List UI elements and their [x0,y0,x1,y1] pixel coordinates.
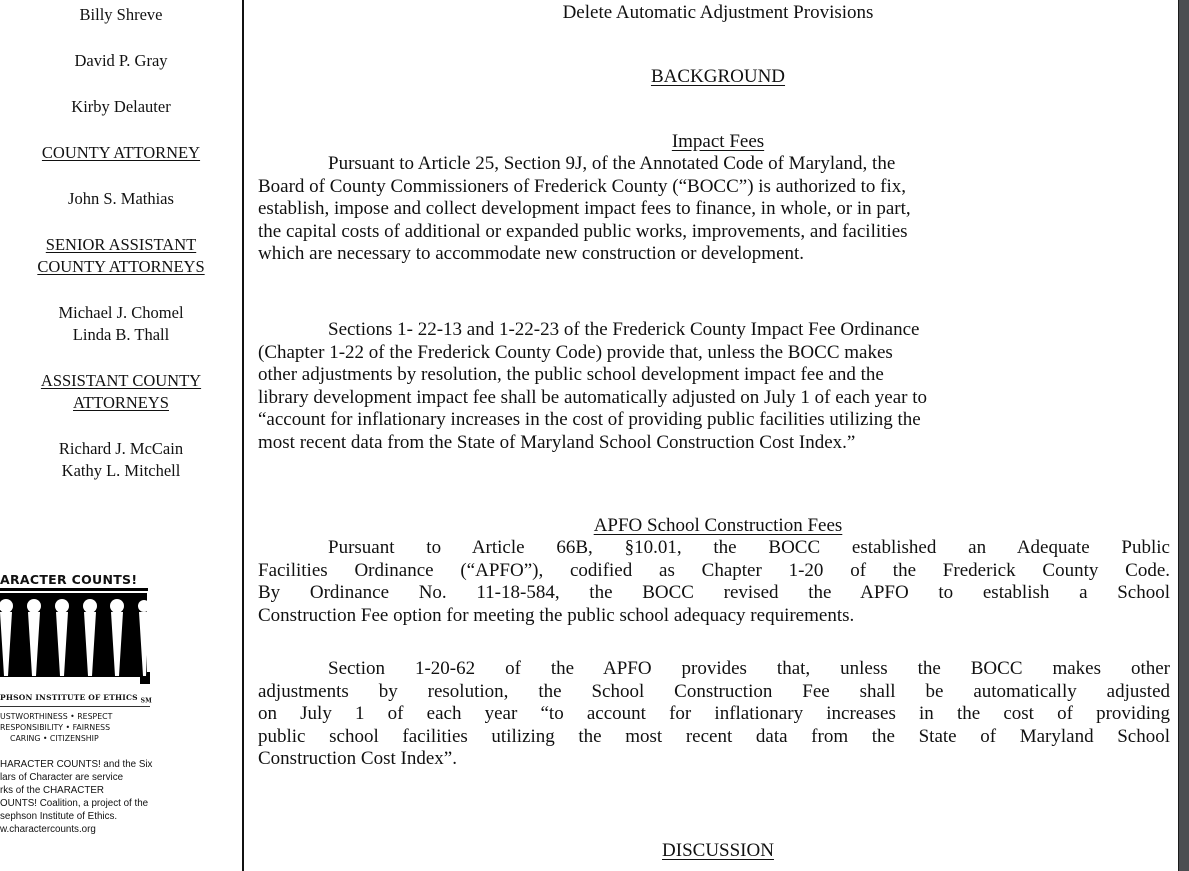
virtues-line: USTWORTHINESS • RESPECT [0,712,113,721]
service-mark: SM [140,697,152,705]
assistant-attorney-name: Richard J. McCain [58,439,184,458]
paragraph-line: Sections 1- 22-13 and 1-22-23 of the Frederick County Impact Fee Ordinance [328,319,920,340]
county-attorney-heading: COUNTY ATTORNEY [41,143,201,162]
paragraph-line: Pursuant to Article 66B, §10.01, the BOCC established an Adequate Public [328,537,1170,558]
paragraph-line: Construction Fee option for meeting the public school adequacy requirements. [258,604,855,626]
fine-print-line: HARACTER COUNTS! and the Six [0,759,153,770]
senior-attorney-name: Michael J. Chomel [58,303,184,322]
fine-print-line: sephson Institute of Ethics. [0,811,118,822]
virtues-line: CARING • CITIZENSHIP [10,734,99,743]
virtues-line: RESPONSIBILITY • FAIRNESS [0,723,111,732]
county-attorney-name: John S. Mathias [68,189,174,208]
paragraph-line: By Ordinance No. 11-18-584, the BOCC revised the APFO to establish a School [258,582,1170,603]
paragraph-line: the capital costs of additional or expanded public works, improvements, and facilities [258,220,908,242]
section-1-20-62-paragraph [258,658,1170,771]
paragraph-line: Section 1-20-62 of the APFO provides that, unless the BOCC makes other [328,658,1170,679]
paragraph-line: “account for inflationary increases in the cost of providing public facilities utilizing the [258,409,921,430]
senior-assistant-heading-2: COUNTY ATTORNEYS [37,257,205,276]
impact-fees-paragraph [258,153,1170,266]
logo-rule [0,706,150,707]
apfo-paragraph [258,537,1170,627]
fine-print-line: lars of Character are service [0,772,124,783]
column-divider [242,0,244,871]
paragraph-line: which are necessary to accommodate new construction or development. [258,243,805,264]
fine-print-line: rks of the CHARACTER [0,785,104,796]
sections-paragraph [258,319,1170,454]
discussion-heading: DISCUSSION [662,840,774,861]
senior-assistant-heading-1: SENIOR ASSISTANT [45,235,197,254]
commissioner-name: Billy Shreve [79,5,163,24]
paragraph-line: Facilities Ordinance (“APFO”), codified as Chapter 1-20 of the Frederick County Code. [258,559,1170,581]
background-heading: BACKGROUND [650,66,786,87]
paragraph-line: Board of County Commissioners of Frederick County (“BOCC”) is authorized to fix, [258,175,907,197]
assistant-heading-1: ASSISTANT COUNTY [40,371,202,390]
paragraph-line: adjustments by resolution, the School Construction Fee shall be automatically adjusted [258,680,1170,702]
institute-text: PHSON INSTITUTE OF ETHICS [0,693,138,702]
paragraph-line: public school facilities utilizing the most recent data from the State of Maryland School [258,725,1170,747]
paragraph-line: Pursuant to Article 25, Section 9J, of the Annotated Code of Maryland, the [328,153,896,174]
fine-print-line: w.charactercounts.org [0,824,96,835]
assistant-attorney-name: Kathy L. Mitchell [61,461,181,480]
paragraph-line: other adjustments by resolution, the public school development impact fee and the [258,364,884,385]
apfo-heading: APFO School Construction Fees [593,515,843,536]
character-counts-logo [0,572,150,682]
viewer-background-edge [1178,0,1189,871]
impact-fees-heading: Impact Fees [671,131,765,152]
pillars-icon [0,588,150,684]
paragraph-line: most recent data from the State of Maryland School Construction Cost Index.” [258,431,856,453]
fine-print-line: OUNTS! Coalition, a project of the [0,798,149,809]
senior-attorney-name: Linda B. Thall [72,325,170,344]
subject-line: Delete Automatic Adjustment Provisions [562,2,874,23]
paragraph-line: (Chapter 1-22 of the Frederick County Code) provide that, unless the BOCC makes [258,341,893,363]
logo-title: ARACTER COUNTS! [0,572,138,587]
paragraph-line: establish, impose and collect development impact fees to finance, in whole, or in part, [258,198,911,219]
paragraph-line: on July 1 of each year “to account for inflationary increases in the cost of providing [258,703,1170,724]
commissioner-name: Kirby Delauter [71,97,171,116]
paragraph-line: library development impact fee shall be automatically adjusted on July 1 of each year to [258,386,927,408]
commissioner-name: David P. Gray [74,51,168,70]
assistant-heading-2: ATTORNEYS [73,393,169,412]
paragraph-line: Construction Cost Index”. [258,748,457,769]
institute-name [0,693,152,705]
